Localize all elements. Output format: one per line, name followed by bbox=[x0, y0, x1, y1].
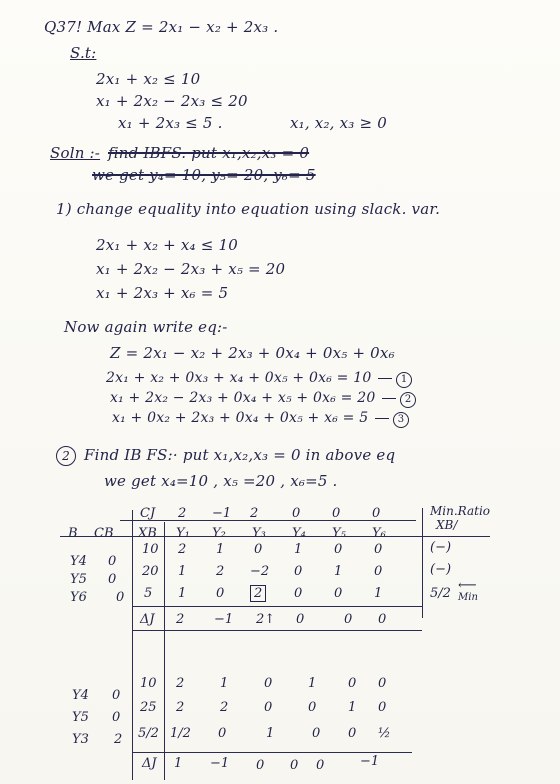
coef: 0 bbox=[294, 586, 303, 601]
xb-value: 10 bbox=[140, 676, 157, 691]
dj-value: 0 bbox=[378, 612, 387, 627]
table-line bbox=[132, 606, 422, 607]
dj-label: ΔJ bbox=[142, 756, 157, 771]
header-cb: CB bbox=[94, 526, 114, 541]
coef: 0 bbox=[374, 542, 383, 557]
rewrite-heading: Now again write eq:- bbox=[64, 318, 228, 336]
dash-mark bbox=[382, 398, 396, 399]
cj-value: 0 bbox=[332, 506, 341, 521]
xb-value: 5 bbox=[144, 586, 153, 601]
solution-label: Soln :- bbox=[50, 144, 101, 162]
constraint-3: x₁ + 2x₃ ≤ 5 . bbox=[118, 114, 223, 132]
min-ratio-label: Min.Ratio bbox=[430, 504, 491, 518]
header-y1: Y₁ bbox=[176, 526, 190, 541]
struck-line-1: find IBFS. put x₁,x₂,x₃ = 0 bbox=[108, 144, 310, 162]
xb-value: 25 bbox=[140, 700, 157, 715]
full-equation-2-text: x₁ + 2x₂ − 2x₃ + 0x₄ + x₅ + 0x₆ = 20 bbox=[110, 390, 376, 406]
coef: 0 bbox=[308, 700, 317, 715]
coef: 0 bbox=[264, 700, 273, 715]
full-equation-3-text: x₁ + 0x₂ + 2x₃ + 0x₄ + 0x₅ + x₆ = 5 bbox=[112, 410, 369, 426]
constraint-1: 2x₁ + x₂ ≤ 10 bbox=[96, 70, 201, 88]
basis-var: Y3 bbox=[72, 732, 89, 747]
cj-value: 2 bbox=[250, 506, 259, 521]
header-y3: Y₃ bbox=[252, 526, 266, 541]
coef: 2 bbox=[176, 700, 185, 715]
dj-value: 2 bbox=[176, 612, 185, 627]
coef: −2 bbox=[250, 564, 270, 579]
dj-value: 0 bbox=[290, 758, 299, 773]
dj-value: −1 bbox=[360, 754, 380, 769]
table-line bbox=[132, 510, 133, 780]
objective-full: Z = 2x₁ − x₂ + 2x₃ + 0x₄ + 0x₅ + 0x₆ bbox=[110, 344, 395, 362]
coef: 0 bbox=[348, 676, 357, 691]
constraint-2: x₁ + 2x₂ − 2x₃ ≤ 20 bbox=[96, 92, 248, 110]
min-tag: Min bbox=[458, 592, 478, 603]
cb-value: 0 bbox=[112, 688, 121, 703]
ratio: (−) bbox=[430, 562, 452, 577]
dj-value-entering: 2↑ bbox=[256, 612, 276, 627]
coef: 0 bbox=[378, 700, 387, 715]
step-2-result: we get x₄=10 , x₅ =20 , x₆=5 . bbox=[104, 472, 338, 490]
coef: 0 bbox=[348, 726, 357, 741]
basis-var: Y4 bbox=[72, 688, 89, 703]
coef: 1 bbox=[178, 586, 187, 601]
cb-value: 0 bbox=[112, 710, 121, 725]
coef: 1 bbox=[294, 542, 303, 557]
cj-value: 2 bbox=[178, 506, 187, 521]
coef: 0 bbox=[312, 726, 321, 741]
circled-number-3: 3 bbox=[393, 412, 409, 428]
dj-value: −1 bbox=[210, 756, 230, 771]
step-1-heading: 1) change equality into equation using slack. var. bbox=[56, 200, 441, 218]
circled-step-2: 2 bbox=[56, 446, 76, 466]
coef: 2 bbox=[220, 700, 229, 715]
basis-var: Y6 bbox=[70, 590, 87, 605]
coef: 1 bbox=[178, 564, 187, 579]
table-line bbox=[164, 522, 165, 780]
dj-label: ΔJ bbox=[140, 612, 155, 627]
coef: 1 bbox=[348, 700, 357, 715]
full-equation-2 bbox=[110, 390, 416, 408]
full-equation-3 bbox=[112, 410, 409, 428]
coef: 0 bbox=[294, 564, 303, 579]
table-line bbox=[132, 630, 422, 631]
dj-value: −1 bbox=[214, 612, 234, 627]
equation-1: 2x₁ + x₂ + x₄ ≤ 10 bbox=[96, 236, 238, 254]
coef: 0 bbox=[254, 542, 263, 557]
equation-3: x₁ + 2x₃ + x₆ = 5 bbox=[96, 284, 229, 302]
coef: 1 bbox=[334, 564, 343, 579]
step-2-heading: Find IB FS:· put x₁,x₂,x₃ = 0 in above eq bbox=[84, 446, 396, 464]
coef: 0 bbox=[216, 586, 225, 601]
min-ratio-sub: XB/ bbox=[436, 518, 458, 532]
cj-value: −1 bbox=[212, 506, 232, 521]
header-y6: Y₆ bbox=[372, 526, 386, 541]
coef: 1 bbox=[216, 542, 225, 557]
coef: 1/2 bbox=[170, 726, 191, 741]
full-equation-1-text: 2x₁ + x₂ + 0x₃ + x₄ + 0x₅ + 0x₆ = 10 bbox=[106, 370, 372, 386]
coef: 0 bbox=[264, 676, 273, 691]
coef: 2 bbox=[216, 564, 225, 579]
dj-value: 1 bbox=[174, 756, 183, 771]
xb-value: 10 bbox=[142, 542, 159, 557]
coef: ½ bbox=[378, 726, 391, 741]
cb-value: 2 bbox=[114, 732, 123, 747]
dash-mark bbox=[378, 378, 392, 379]
coef: 1 bbox=[266, 726, 275, 741]
cj-value: 0 bbox=[372, 506, 381, 521]
coef: 1 bbox=[308, 676, 317, 691]
coef: 0 bbox=[374, 564, 383, 579]
question-title: Q37! Max Z = 2x₁ − x₂ + 2x₃ . bbox=[44, 18, 279, 36]
dash-mark bbox=[375, 418, 389, 419]
xb-value: 20 bbox=[142, 564, 159, 579]
table-line bbox=[60, 536, 490, 537]
dj-value: 0 bbox=[344, 612, 353, 627]
basis-var: Y5 bbox=[70, 572, 87, 587]
coef: 2 bbox=[176, 676, 185, 691]
non-negativity: x₁, x₂, x₃ ≥ 0 bbox=[290, 114, 387, 132]
ratio: (−) bbox=[430, 540, 452, 555]
cb-value: 0 bbox=[108, 554, 117, 569]
header-y5: Y₅ bbox=[332, 526, 346, 541]
cb-value: 0 bbox=[108, 572, 117, 587]
subject-to-label: S.t: bbox=[70, 44, 97, 62]
header-y4: Y₄ bbox=[292, 526, 306, 541]
min-arrow-icon: ⟵ bbox=[458, 578, 477, 593]
basis-var: Y4 bbox=[70, 554, 87, 569]
coef: 0 bbox=[378, 676, 387, 691]
xb-value: 5/2 bbox=[138, 726, 159, 741]
header-xb: XB bbox=[138, 526, 157, 541]
dj-value: 0 bbox=[316, 758, 325, 773]
ratio-min: 5/2 bbox=[430, 586, 451, 601]
cj-value: 0 bbox=[292, 506, 301, 521]
basis-var: Y5 bbox=[72, 710, 89, 725]
coef: 1 bbox=[374, 586, 383, 601]
circled-number-2: 2 bbox=[400, 392, 416, 408]
table-line bbox=[422, 508, 423, 618]
coef: 0 bbox=[334, 542, 343, 557]
header-b: B bbox=[68, 526, 78, 541]
coef: 0 bbox=[334, 586, 343, 601]
simplex-table bbox=[60, 504, 491, 780]
dj-value: 0 bbox=[256, 758, 265, 773]
coef: 2 bbox=[178, 542, 187, 557]
cj-label: CJ bbox=[140, 506, 156, 521]
coef: 0 bbox=[218, 726, 227, 741]
circled-number-1: 1 bbox=[396, 372, 412, 388]
equation-2: x₁ + 2x₂ − 2x₃ + x₅ = 20 bbox=[96, 260, 286, 278]
dj-value: 0 bbox=[296, 612, 305, 627]
pivot-element: 2 bbox=[250, 585, 266, 602]
struck-line-2: we get y₄= 10, y₅= 20, y₆= 5 bbox=[92, 166, 316, 184]
full-equation-1 bbox=[106, 370, 412, 388]
header-y2: Y₂ bbox=[212, 526, 226, 541]
cb-value: 0 bbox=[116, 590, 125, 605]
coef: 1 bbox=[220, 676, 229, 691]
